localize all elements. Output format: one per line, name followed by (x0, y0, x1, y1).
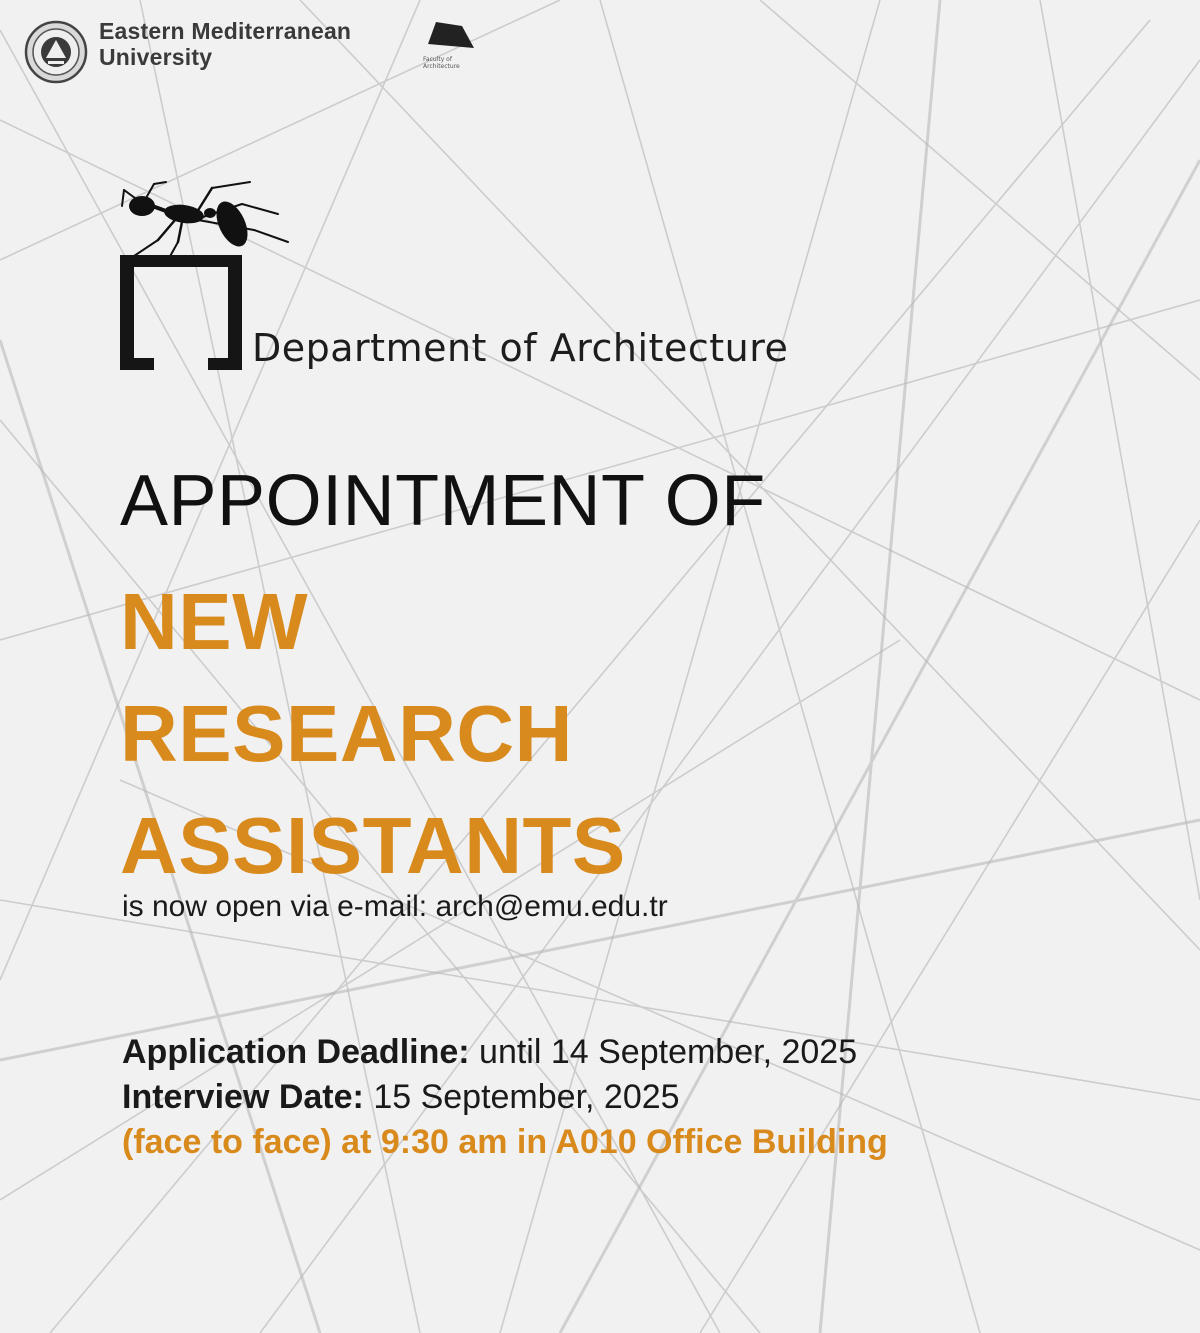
faculty-name-line1: Faculty of (423, 56, 452, 63)
application-details (122, 1030, 888, 1165)
position-title-line: ASSISTANTS (120, 801, 626, 890)
application-open-text: is now open via e-mail: arch@emu.edu.tr (122, 890, 668, 923)
deadline-label: Application Deadline: (122, 1033, 470, 1071)
university-name (99, 18, 351, 70)
ant-icon (120, 180, 290, 262)
interview-label: Interview Date: (122, 1078, 364, 1116)
faculty-name (423, 56, 483, 70)
deadline-row (122, 1030, 888, 1075)
university-name-line2: University (99, 44, 213, 70)
deadline-value: until 14 September, 2025 (479, 1033, 858, 1071)
interview-location-note: (face to face) at 9:30 am in A010 Office Building (122, 1123, 888, 1161)
faculty-name-line2: Architecture (423, 63, 460, 70)
department-logo-icon (120, 255, 242, 370)
university-seal-icon (24, 20, 88, 84)
department-name: Department of Architecture (252, 326, 789, 370)
position-title-line: NEW (120, 577, 309, 666)
faculty-logo-icon (422, 20, 480, 56)
position-title (120, 566, 626, 902)
university-name-line1: Eastern Mediterranean (99, 18, 352, 44)
announcement-heading: APPOINTMENT OF (120, 461, 766, 541)
interview-value: 15 September, 2025 (373, 1078, 680, 1116)
interview-row (122, 1075, 888, 1120)
position-title-line: RESEARCH (120, 689, 573, 778)
